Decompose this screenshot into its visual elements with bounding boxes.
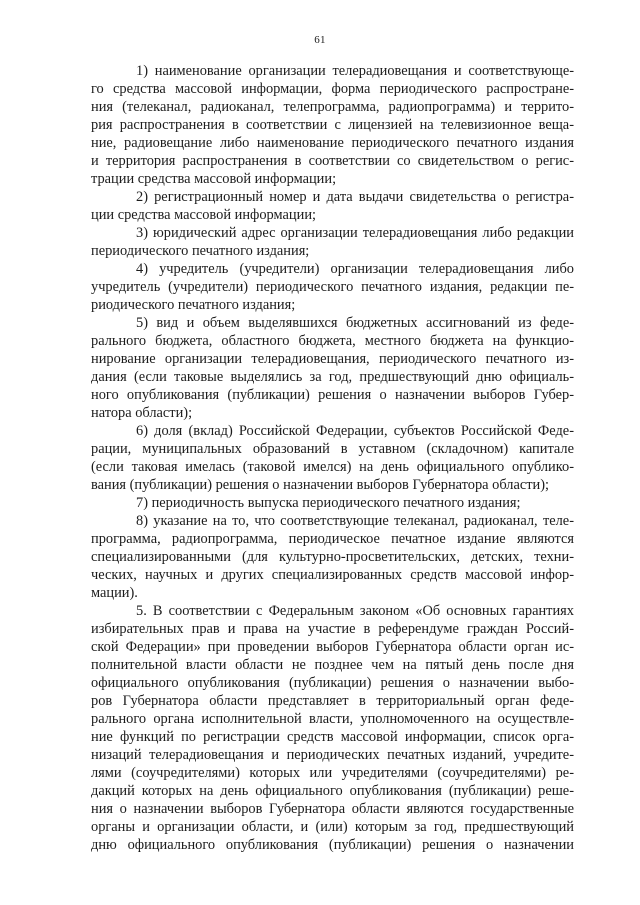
text-line: и территория распространения в соответствии со свидетельством о регис- [91, 153, 574, 169]
text-line: 6) доля (вклад) Российской Федерации, субъектов Российской Феде- [136, 423, 574, 439]
text-line: рия распространения в соответствии с лицензией на телевизионное веща- [91, 117, 574, 133]
text-line: 3) юридический адрес организации телерадиовещания либо редакции [136, 225, 574, 241]
text-line: 5. В соответствии с Федеральным законом «Об основных гарантиях [136, 603, 574, 619]
text-line: ние функций по регистрации средств массовой информации, список орга- [91, 729, 574, 745]
text-line: ческих, научных и других специализированных средств массовой инфор- [91, 567, 574, 583]
text-line: ние, радиовещание либо наименование периодического печатного издания [91, 135, 574, 151]
text-line: 8) указание на то, что соответствующие телеканал, радиоканал, теле- [136, 513, 574, 529]
text-line: ного опубликования (публикации) решения о назначении выборов Губер- [91, 387, 574, 403]
document-body [91, 62, 574, 854]
text-line: 2) регистрационный номер и дата выдачи свидетельства о регистра- [136, 189, 574, 205]
text-line: нирование организации телерадиовещания, периодического печатного из- [91, 351, 574, 367]
text-line: вания (публикации) решения о назначении выборов Губернатора области); [91, 477, 550, 493]
text-line: официального опубликования (публикации) решения о назначении выбо- [91, 675, 574, 691]
text-line: рального органа исполнительной власти, уполномоченного на осуществле- [91, 711, 574, 727]
text-line: лями (соучредителями) которых или учредителями (соучредителями) ре- [91, 765, 574, 781]
text-line: 1) наименование организации телерадиовещания и соответствующе- [136, 63, 574, 79]
text-line: го средства массовой информации, форма периодического распростране- [91, 81, 574, 97]
text-line: избирательных прав и права на участие в референдуме граждан Россий- [91, 621, 574, 637]
text-line: мации). [91, 585, 138, 601]
text-line: периодического печатного издания; [91, 243, 310, 259]
text-line: органы и организации области, и (или) которым за год, предшествующий [91, 819, 574, 835]
text-line: рального бюджета, областного бюджета, местного бюджета на функцио- [91, 333, 574, 349]
text-line: низаций телерадиовещания и периодических печатных изданий, учредите- [91, 747, 574, 763]
text-line: 7) периодичность выпуска периодического печатного издания; [136, 495, 521, 511]
text-line: ния (телеканал, радиоканал, телепрограмма, радиопрограмма) и террито- [91, 99, 574, 115]
text-line: 4) учредитель (учредители) организации телерадиовещания либо [136, 261, 574, 277]
text-line: дания (если таковые выделялись за год, предшествующий дню официаль- [91, 369, 574, 385]
text-line: ров Губернатора области представляет в территориальный орган феде- [91, 693, 574, 709]
text-line: натора области); [91, 405, 193, 421]
text-line: полнительной власти области не позднее чем на пятый день после дня [91, 657, 574, 673]
text-line: 5) вид и объем выделявшихся бюджетных ассигнований из феде- [136, 315, 574, 331]
text-line: программа, радиопрограмма, периодическое печатное издание являются [91, 531, 574, 547]
text-line: (если таковая имелась (таковой имелся) на день официального опублико- [91, 459, 574, 475]
text-line: дню официального опубликования (публикации) решения о назначении [91, 837, 574, 853]
text-line: риодического печатного издания; [91, 297, 296, 313]
text-line: дакций которых на день официального опубликования (публикации) реше- [91, 783, 574, 799]
text-line: рации, муниципальных образований в уставном (складочном) капитале [91, 441, 574, 457]
text-line: ции средства массовой информации; [91, 207, 317, 223]
text-line: ния о назначении выборов Губернатора области являются государственные [91, 801, 574, 817]
text-line: трации средства массовой информации; [91, 171, 337, 187]
text-line: ской Федерации» при проведении выборов Губернатора области орган ис- [91, 639, 574, 655]
text-line: учредитель (учредители) периодического печатного издания, редакции пе- [91, 279, 574, 295]
page-number: 61 [314, 34, 326, 46]
text-line: специализированными (для культурно-просветительских, детских, техни- [91, 549, 574, 565]
